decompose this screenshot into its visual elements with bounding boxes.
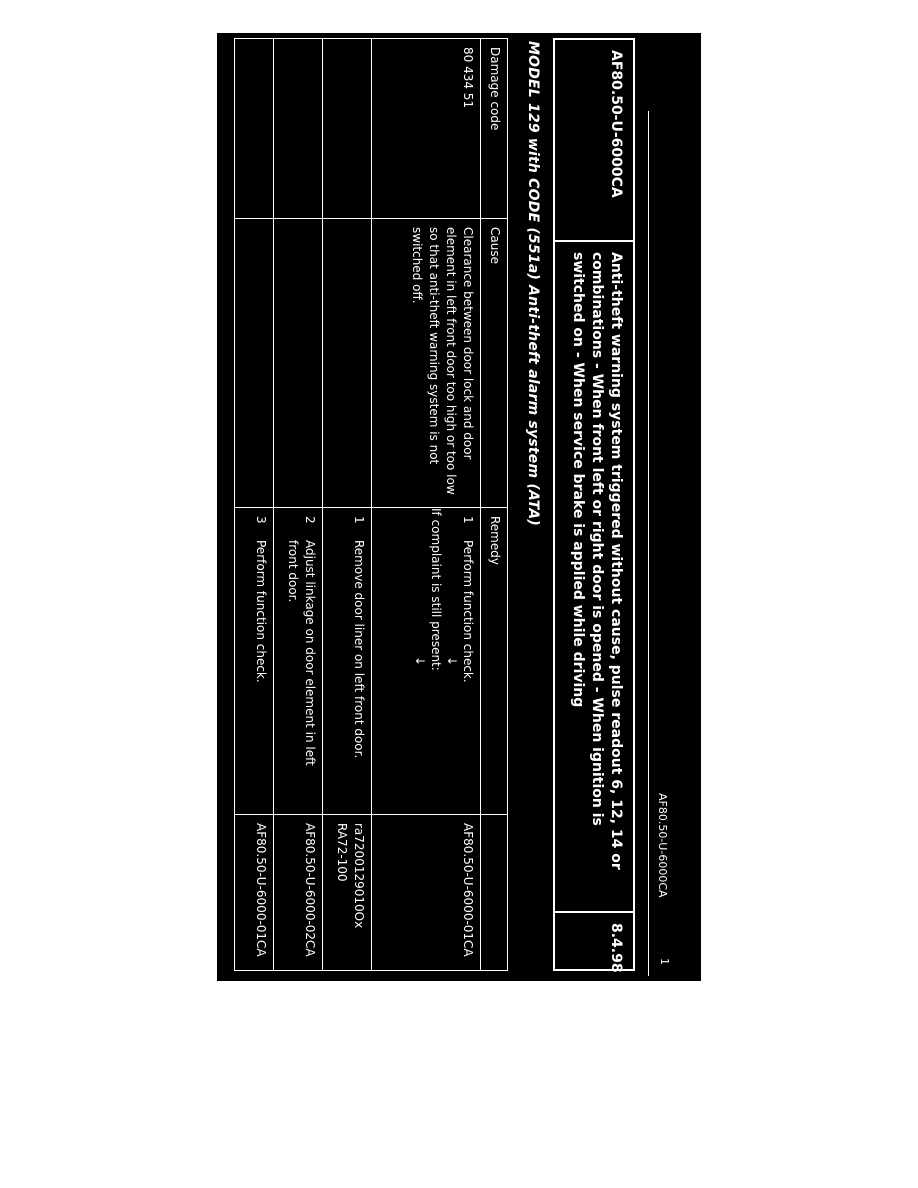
reference-cell: ra7200129010Ox RA72-100 (323, 815, 372, 971)
reference-cell: AF80.50-U-6000-02CA (274, 815, 323, 971)
damage-code-cell: 80 434 51 (372, 39, 481, 219)
remedy-cell (372, 508, 481, 815)
table-row (274, 39, 323, 971)
header-code: AF80.50-U-6000CA (656, 793, 669, 898)
title-code: AF80.50-U-6000CA (608, 50, 624, 198)
step-text: Perform function check. (254, 540, 268, 683)
header-damage-code: Damage code (481, 39, 508, 219)
step-text: Adjust linkage on door element in left front door. (286, 540, 317, 766)
title-box (553, 38, 635, 971)
table-row (372, 39, 481, 971)
empty-cell (323, 219, 372, 508)
scanned-document (217, 33, 701, 981)
empty-cell (235, 219, 274, 508)
table-row (235, 39, 274, 971)
step-text: Perform function check. (461, 540, 475, 683)
step-number: 3 (254, 516, 268, 524)
table-row (323, 39, 372, 971)
header-remedy: Remedy (481, 508, 508, 815)
reference-cell: AF80.50-U-6000-01CA (372, 815, 481, 971)
document-sheet (217, 33, 701, 981)
header-cause: Cause (481, 219, 508, 508)
reference-cell: AF80.50-U-6000-01CA (235, 815, 274, 971)
step-condition: If complaint is still present: (429, 508, 443, 671)
damage-table (234, 38, 508, 971)
down-arrow-icon: ↓ (445, 656, 459, 667)
cause-cell: Clearance between door lock and door element in left front door too high or too low so that anti-theft warning system is not switched off. (372, 219, 481, 508)
step-number: 1 (461, 516, 475, 524)
step-number: 1 (352, 516, 366, 524)
table-header-row (481, 39, 508, 971)
title-date: 8.4.98 (555, 911, 633, 969)
remedy-cell (323, 508, 372, 815)
step-text: Remove door liner on left front door. (352, 540, 366, 759)
down-arrow-icon: ↓ (413, 656, 427, 667)
header-rule (648, 111, 649, 976)
empty-cell (274, 219, 323, 508)
model-heading: MODEL 129 with CODE (551a) Anti-theft alarm system (ATA) (525, 41, 541, 526)
header-reference (481, 815, 508, 971)
remedy-cell (235, 508, 274, 815)
empty-cell (235, 39, 274, 219)
step-number: 2 (303, 516, 317, 524)
empty-cell (274, 39, 323, 219)
remedy-cell (274, 508, 323, 815)
title-description: Anti-theft warning system triggered without cause, pulse readout 6, 12, 14 or combinations - When front left or right door is opened - When ignition is switched on - When service brake is applied while driving (555, 240, 633, 911)
empty-cell (323, 39, 372, 219)
page-number: 1 (658, 958, 671, 965)
